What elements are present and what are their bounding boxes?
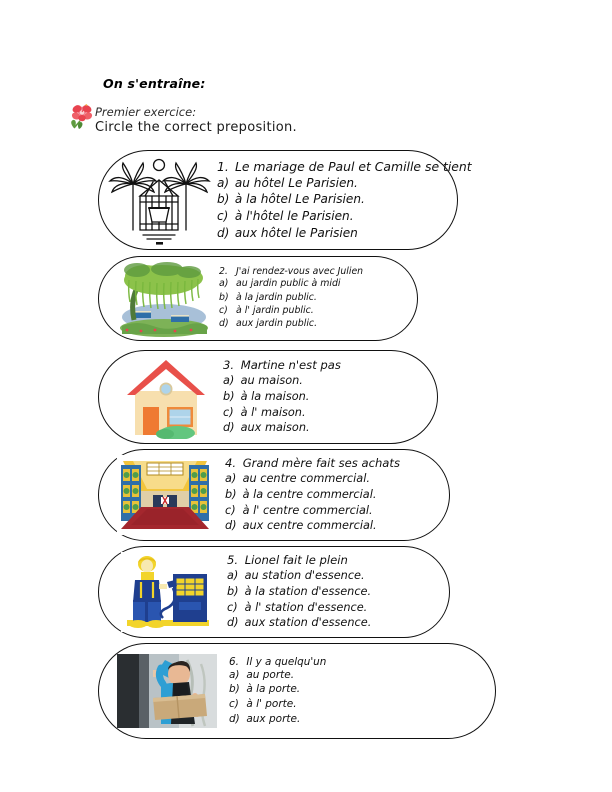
- question-2-option-d[interactable]: [219, 317, 417, 330]
- question-3-number: 3.: [223, 357, 235, 372]
- question-4-option-b[interactable]: [225, 487, 449, 503]
- question-6-stem: Il y a quelqu'un: [246, 655, 327, 668]
- delivery-person-with-box-photo: [117, 654, 217, 728]
- question-6-text: [217, 656, 495, 727]
- question-3-stem: Martine n'est pas: [240, 357, 341, 372]
- question-5-number: 5.: [227, 552, 239, 567]
- option-tag: a): [223, 373, 235, 387]
- option-text: à la jardin public.: [235, 291, 317, 303]
- question-1-option-b[interactable]: [217, 191, 472, 208]
- option-text: à la maison.: [240, 389, 310, 403]
- option-tag: c): [225, 503, 236, 517]
- question-1-text: [211, 159, 472, 242]
- question-4-number: 4.: [225, 455, 237, 470]
- question-2-option-b[interactable]: [219, 291, 417, 304]
- exercise-label: Premier exercice:: [95, 105, 197, 119]
- question-2-stem: J'ai rendez-vous avec Julien: [235, 266, 364, 278]
- option-tag: c): [227, 600, 238, 614]
- option-text: aux centre commercial.: [242, 519, 377, 533]
- question-5-option-d[interactable]: [227, 615, 449, 631]
- option-text: à la station d'essence.: [244, 584, 372, 598]
- option-text: aux maison.: [240, 421, 310, 435]
- option-text: au porte.: [246, 668, 295, 681]
- option-text: au maison.: [240, 373, 303, 387]
- option-text: au hôtel Le Parisien.: [234, 175, 358, 190]
- option-text: aux porte.: [246, 712, 301, 725]
- option-text: aux jardin public.: [235, 318, 318, 330]
- question-6-option-a[interactable]: [229, 668, 495, 683]
- question-1-stem: Le mariage de Paul et Camille se tient: [234, 158, 472, 174]
- question-1-option-d[interactable]: [217, 225, 472, 242]
- question-2-stem-line: [219, 266, 417, 277]
- option-text: à l' centre commercial.: [242, 503, 373, 517]
- question-item-1[interactable]: [98, 150, 472, 250]
- option-tag: b): [227, 584, 239, 598]
- option-tag: d): [219, 318, 229, 330]
- question-5-text: [215, 553, 449, 631]
- option-text: à l' station d'essence.: [244, 600, 368, 614]
- option-text: à l' maison.: [240, 405, 306, 419]
- option-text: au jardin public à midi: [235, 278, 341, 290]
- question-item-4[interactable]: [98, 449, 450, 541]
- option-text: au station d'essence.: [244, 568, 365, 582]
- option-tag: d): [223, 421, 235, 435]
- question-1-number: 1.: [217, 158, 229, 174]
- exercise-instruction: Circle the correct preposition.: [95, 120, 297, 135]
- shopping-mall-interior-image: [117, 455, 213, 535]
- question-4-stem-line: [225, 456, 449, 470]
- question-3-text: [211, 358, 437, 436]
- question-4-option-c[interactable]: [225, 503, 449, 519]
- question-1-option-c[interactable]: [217, 208, 472, 225]
- beach-hut-palm-trees-image: [107, 152, 211, 248]
- man-at-gas-pump-image: [121, 552, 215, 632]
- question-5-stem: Lionel fait le plein: [244, 552, 348, 567]
- question-2-text: [211, 266, 417, 330]
- option-tag: c): [217, 209, 229, 223]
- question-4-option-a[interactable]: [225, 471, 449, 487]
- question-5-option-b[interactable]: [227, 584, 449, 600]
- option-text: à la hôtel Le Parisien.: [234, 192, 365, 207]
- page-title: On s'entraîne:: [103, 76, 206, 91]
- question-5-option-a[interactable]: [227, 568, 449, 584]
- option-tag: b): [229, 683, 240, 696]
- option-text: aux station d'essence.: [244, 616, 372, 630]
- house-with-red-roof-image: [121, 355, 211, 439]
- question-3-option-c[interactable]: [223, 405, 437, 421]
- question-3-option-a[interactable]: [223, 373, 437, 389]
- option-tag: d): [217, 225, 230, 240]
- question-3-option-b[interactable]: [223, 389, 437, 405]
- question-item-2[interactable]: [98, 256, 418, 341]
- option-tag: b): [223, 389, 235, 403]
- option-text: au centre commercial.: [242, 471, 370, 485]
- question-3-stem-line: [223, 358, 437, 372]
- option-tag: b): [217, 192, 230, 207]
- question-5-option-c[interactable]: [227, 600, 449, 616]
- option-tag: a): [229, 668, 240, 681]
- question-item-5[interactable]: [98, 546, 450, 638]
- hibiscus-flower-icon: [68, 102, 98, 134]
- option-tag: a): [219, 278, 229, 290]
- question-3-option-d[interactable]: [223, 420, 437, 436]
- question-4-option-d[interactable]: [225, 518, 449, 534]
- question-6-stem-line: [229, 656, 495, 668]
- option-tag: d): [225, 519, 237, 533]
- option-tag: d): [227, 616, 239, 630]
- question-5-stem-line: [227, 553, 449, 567]
- option-text: à l' jardin public.: [235, 305, 314, 316]
- option-text: à l'hôtel le Parisien.: [234, 209, 354, 223]
- question-2-option-a[interactable]: [219, 277, 417, 290]
- question-2-option-c[interactable]: [219, 304, 417, 317]
- option-tag: c): [229, 698, 239, 710]
- question-item-6[interactable]: [98, 643, 496, 739]
- option-text: à la centre commercial.: [242, 487, 377, 501]
- option-tag: d): [229, 712, 240, 725]
- question-1-stem-line: [217, 159, 472, 174]
- option-text: aux hôtel le Parisien: [234, 225, 358, 240]
- option-text: à la porte.: [246, 683, 301, 696]
- question-6-number: 6.: [229, 655, 239, 668]
- option-tag: c): [223, 405, 234, 419]
- option-tag: a): [225, 471, 237, 485]
- option-tag: a): [217, 175, 230, 190]
- question-2-number: 2.: [219, 266, 228, 278]
- option-tag: b): [225, 487, 237, 501]
- option-text: à l' porte.: [246, 698, 297, 710]
- option-tag: c): [219, 305, 228, 316]
- question-1-option-a[interactable]: [217, 175, 472, 192]
- question-item-3[interactable]: [98, 350, 438, 444]
- willow-tree-pond-image: [117, 260, 211, 338]
- question-6-option-b[interactable]: [229, 682, 495, 697]
- option-tag: b): [219, 291, 229, 303]
- question-4-text: [213, 456, 449, 534]
- question-4-stem: Grand mère fait ses achats: [242, 455, 401, 470]
- question-6-option-d[interactable]: [229, 712, 495, 727]
- option-tag: a): [227, 568, 239, 582]
- question-6-option-c[interactable]: [229, 697, 495, 712]
